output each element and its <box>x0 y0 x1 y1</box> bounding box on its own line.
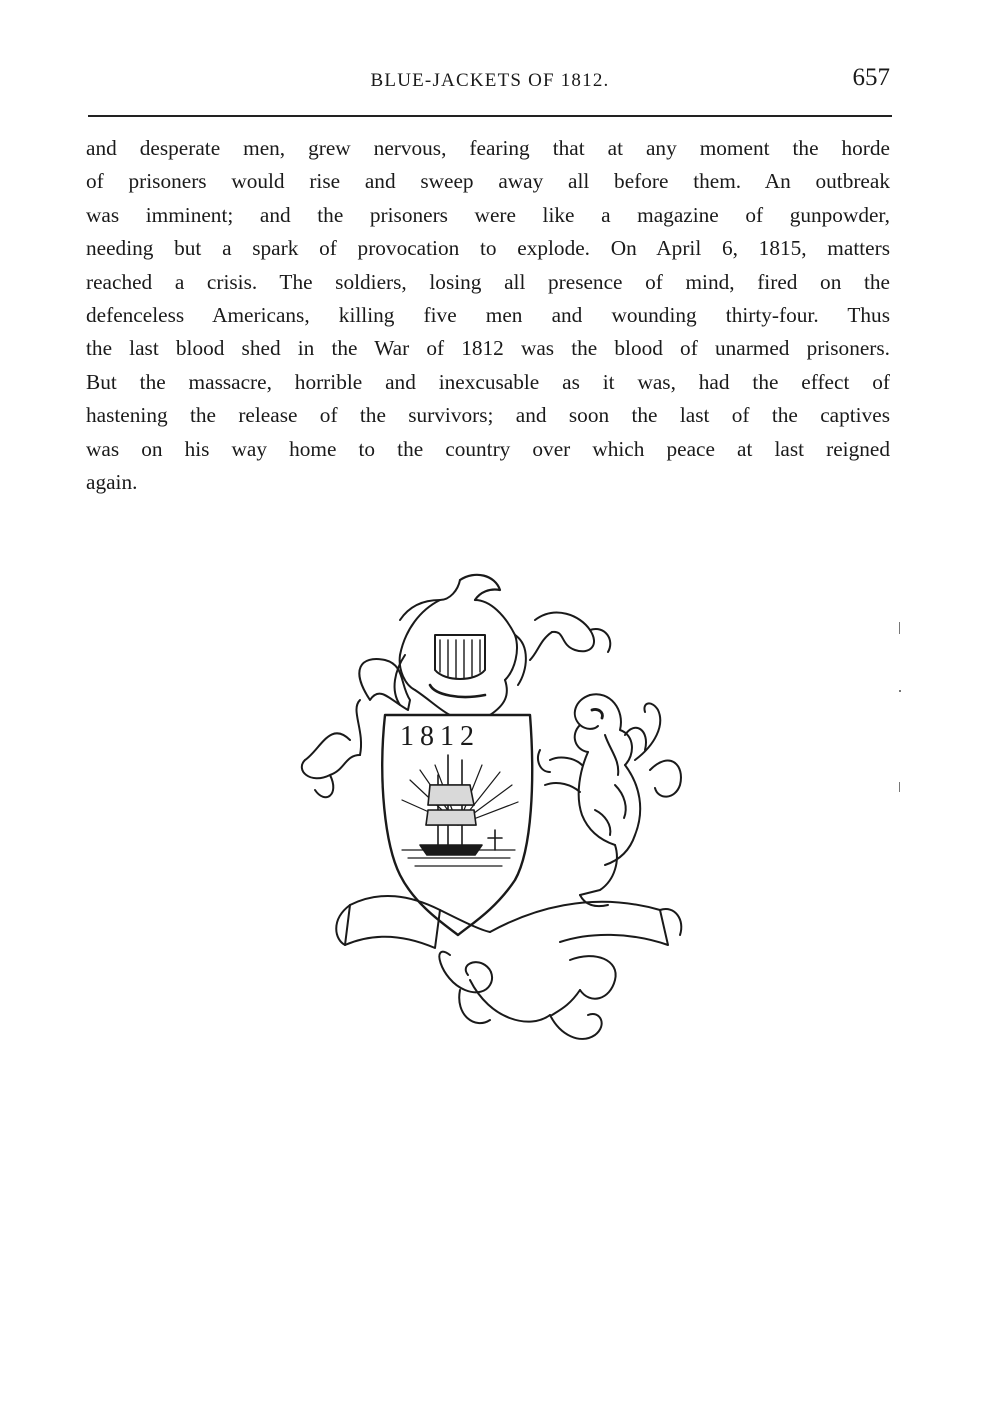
text-line: needing but a spark of provocation to explode. On April 6, 1815, matters <box>86 236 890 261</box>
text-line: But the massacre, horrible and inexcusable as it was, had the effect of <box>86 369 890 394</box>
ship-icon <box>420 755 502 855</box>
text-line: defenceless Americans, killing five men and wounding thirty-four. Thus <box>86 303 890 328</box>
text-line: and desperate men, grew nervous, fearing that at any moment the horde <box>86 136 890 160</box>
text-line: of prisoners would rise and sweep away all before them. An outbreak <box>86 169 890 194</box>
text-line: again. <box>86 470 138 495</box>
eagle-icon <box>395 575 526 715</box>
body-paragraph <box>86 132 890 499</box>
text-line: was on his way home to the country over which peace at last reigned <box>86 436 890 461</box>
margin-mark <box>899 622 900 634</box>
running-head <box>88 64 892 104</box>
page-number: 657 <box>852 64 890 91</box>
text-line: was imminent; and the prisoners were like a magazine of gunpowder, <box>86 202 890 227</box>
shield-year: 1812 <box>400 721 480 752</box>
margin-mark <box>899 782 900 792</box>
text-line: the last blood shed in the War of 1812 was the blood of unarmed prisoners. <box>86 336 890 361</box>
header-rule <box>88 115 892 117</box>
running-title: BLUE-JACKETS OF 1812. <box>370 70 610 91</box>
coat-of-arms-illustration <box>290 560 690 1060</box>
lion-icon <box>538 694 660 906</box>
ribbon-icon <box>302 613 681 1039</box>
text-line: reached a crisis. The soldiers, losing all presence of mind, fired on the <box>86 269 890 294</box>
margin-mark <box>899 690 901 692</box>
text-line: hastening the release of the survivors; and soon the last of the captives <box>86 403 890 428</box>
